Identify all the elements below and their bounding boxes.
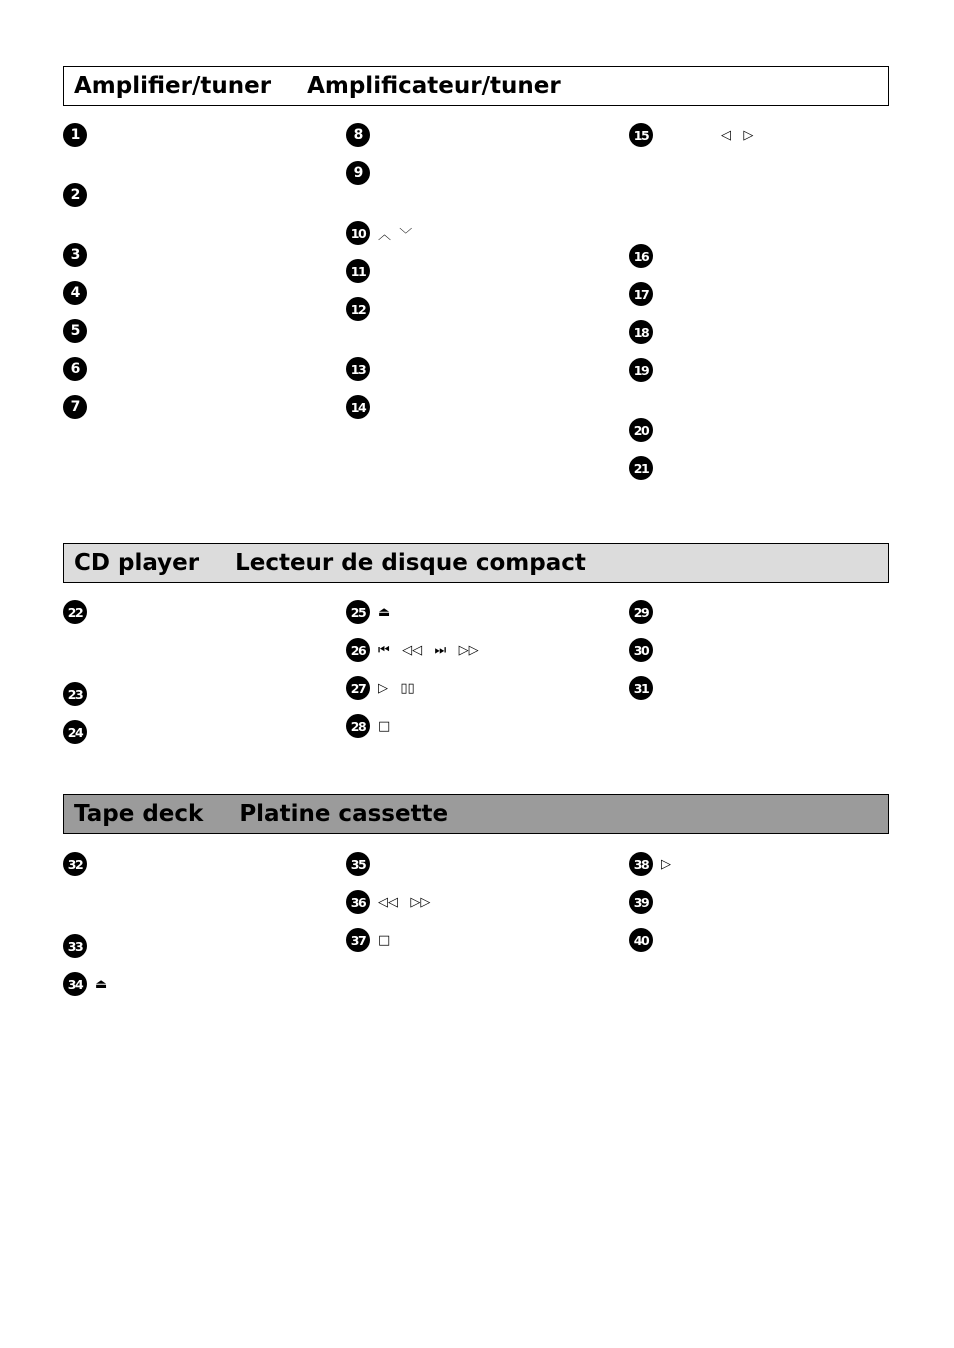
list-item-10: [346, 221, 412, 245]
eject-icon: ⏏: [378, 604, 391, 620]
item-number-badge: 3: [63, 243, 87, 267]
section-title-fr: Amplificateur/tuner: [307, 73, 561, 99]
section-title-fr: Platine cassette: [239, 801, 449, 827]
list-item-16: [629, 244, 653, 268]
item-number-badge: 20: [629, 418, 653, 442]
item-number-badge: 18: [629, 320, 653, 344]
item-number-badge: 12: [346, 297, 370, 321]
section-header-amplifier-tuner: [63, 66, 889, 106]
list-item-33: [63, 934, 87, 958]
list-item-4: [63, 281, 87, 305]
item-number-badge: 33: [63, 934, 87, 958]
item-number-badge: 28: [346, 714, 370, 738]
list-item-23: [63, 682, 87, 706]
item-number-badge: 9: [346, 161, 370, 185]
list-item-35: [346, 852, 370, 876]
list-item-36: [346, 890, 430, 914]
list-item-7: [63, 395, 87, 419]
list-item-25: [346, 600, 390, 624]
section-header-tape-deck: [63, 794, 889, 834]
list-item-19: [629, 358, 653, 382]
list-item-37: [346, 928, 390, 952]
list-item-14: [346, 395, 370, 419]
list-item-27: [346, 676, 415, 700]
list-item-32: [63, 852, 87, 876]
list-item-13: [346, 357, 370, 381]
section-title-en: Amplifier/tuner: [74, 73, 272, 99]
item-number-badge: 23: [63, 682, 87, 706]
list-item-6: [63, 357, 87, 381]
list-item-24: [63, 720, 87, 744]
list-item-18: [629, 320, 653, 344]
item-number-badge: 2: [63, 183, 87, 207]
item-number-badge: 40: [629, 928, 653, 952]
stop-icon: □: [378, 932, 391, 948]
list-item-29: [629, 600, 653, 624]
section-header-cd-player: [63, 543, 889, 583]
item-number-badge: 35: [346, 852, 370, 876]
item-number-badge: 34: [63, 972, 87, 996]
play-icon: ▷: [661, 856, 671, 872]
list-item-38: [629, 852, 671, 876]
item-number-badge: 5: [63, 319, 87, 343]
list-item-40: [629, 928, 653, 952]
item-number-badge: 8: [346, 123, 370, 147]
item-number-badge: 37: [346, 928, 370, 952]
item-number-badge: 38: [629, 852, 653, 876]
item-number-badge: 16: [629, 244, 653, 268]
item-number-badge: 39: [629, 890, 653, 914]
section-title-en: Tape deck: [74, 801, 204, 827]
list-item-26: [346, 638, 479, 662]
item-number-badge: 21: [629, 456, 653, 480]
item-number-badge: 19: [629, 358, 653, 382]
item-number-badge: 7: [63, 395, 87, 419]
list-item-28: [346, 714, 390, 738]
item-number-badge: 10: [346, 221, 370, 245]
item-number-badge: 22: [63, 600, 87, 624]
section-title-fr: Lecteur de disque compact: [235, 550, 586, 576]
item-number-badge: 24: [63, 720, 87, 744]
item-number-badge: 15: [629, 123, 653, 147]
list-item-9: [346, 161, 370, 185]
item-number-badge: 29: [629, 600, 653, 624]
skip-search-icon: ⏮ ◁◁ ⏭ ▷▷: [378, 642, 479, 658]
list-item-1: [63, 123, 87, 147]
list-item-39: [629, 890, 653, 914]
item-number-badge: 4: [63, 281, 87, 305]
item-number-badge: 30: [629, 638, 653, 662]
item-number-badge: 27: [346, 676, 370, 700]
rewind-fast-forward-icon: ◁◁ ▷▷: [378, 894, 431, 910]
list-item-17: [629, 282, 653, 306]
list-item-30: [629, 638, 653, 662]
eject-icon: ⏏: [95, 976, 108, 992]
list-item-2: [63, 183, 87, 207]
list-item-34: [63, 972, 107, 996]
item-number-badge: 6: [63, 357, 87, 381]
list-item-31: [629, 676, 653, 700]
list-item-5: [63, 319, 87, 343]
list-item-21: [629, 456, 653, 480]
item-number-badge: 13: [346, 357, 370, 381]
list-item-3: [63, 243, 87, 267]
list-item-22: [63, 600, 87, 624]
list-item-20: [629, 418, 653, 442]
stop-icon: □: [378, 718, 391, 734]
item-number-badge: 14: [346, 395, 370, 419]
section-title-en: CD player: [74, 550, 200, 576]
item-number-badge: 17: [629, 282, 653, 306]
item-number-badge: 31: [629, 676, 653, 700]
item-number-badge: 11: [346, 259, 370, 283]
item-number-badge: 36: [346, 890, 370, 914]
list-item-12: [346, 297, 370, 321]
item-number-badge: 1: [63, 123, 87, 147]
left-right-arrow-icon: ◁ ▷: [721, 127, 754, 143]
list-item-8: [346, 123, 370, 147]
list-item-11: [346, 259, 370, 283]
item-number-badge: 26: [346, 638, 370, 662]
up-down-arrow-icon: ︿ ﹀: [378, 227, 413, 243]
item-number-badge: 32: [63, 852, 87, 876]
item-number-badge: 25: [346, 600, 370, 624]
list-item-15: [629, 123, 753, 147]
play-pause-icon: ▷ ▯▯: [378, 680, 415, 696]
